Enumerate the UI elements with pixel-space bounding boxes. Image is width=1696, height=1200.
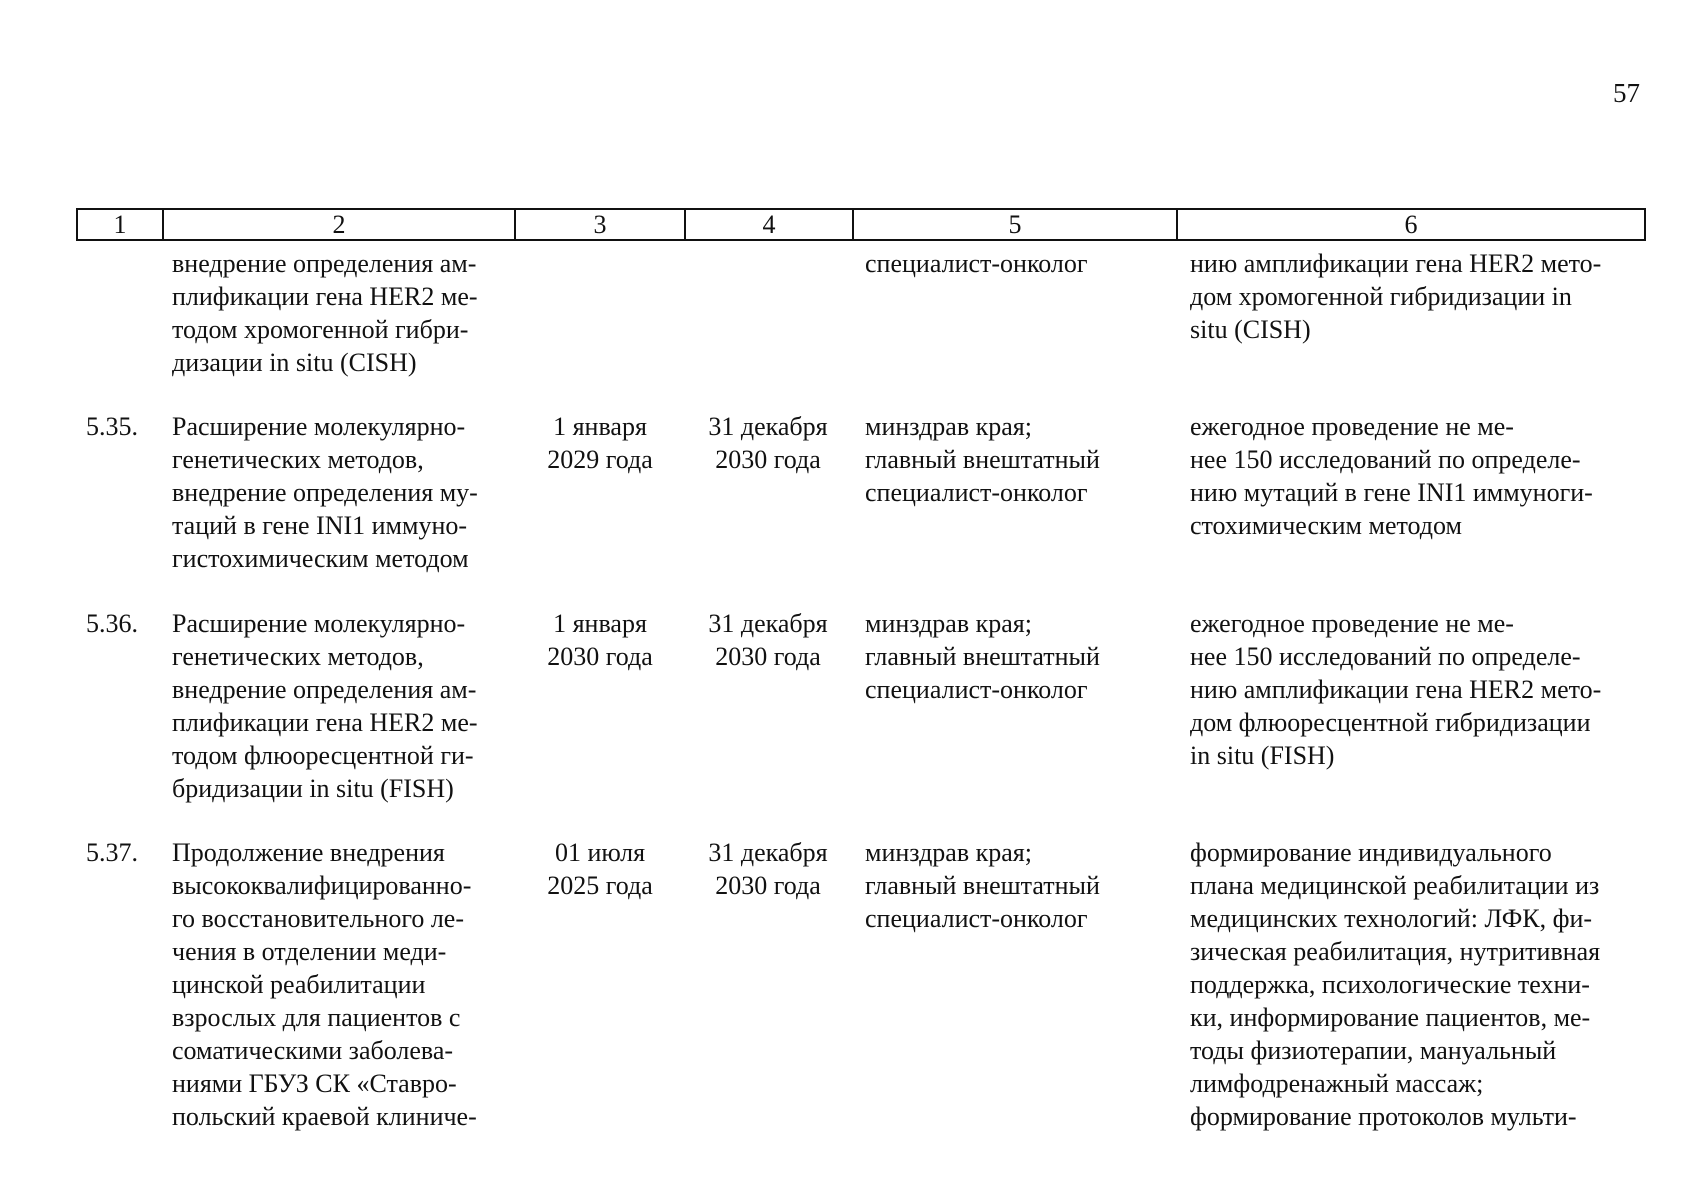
row-end-date: 31 декабря 2030 года [708,838,828,900]
row-number: 5.35. [86,412,138,441]
header-col-6: 6 [1404,210,1418,239]
header-col-4: 4 [686,210,854,239]
row-result: формирование индивидуального плана медицинской реабилитации из медицинских технологий: ЛФК, фи- зическая реабилитация, нутритивная поддержка, психологические техни- ки, информирование пациентов, ме- тоды физиотерапии, мануальный лимфодренажный массаж; формирование протоколов мульти- [1190,838,1601,1131]
continuation-result: нию амплификации гена HER2 мето- дом хромогенной гибридизации in situ (CISH) [1190,249,1602,344]
row-end-date: 31 декабря 2030 года [708,412,828,474]
continuation-responsible: специалист-онколог [865,249,1088,278]
header-col-1: 1 [78,210,164,239]
row-number: 5.36. [86,609,138,638]
row-start-date: 1 января 2029 года [547,412,653,474]
row-responsible: минздрав края; главный внештатный специалист-онколог [865,838,1100,933]
row-description: Расширение молекулярно- генетических методов, внедрение определения му- таций в гене INI1 иммуно- гистохимическим методом [172,412,478,573]
row-responsible: минздрав края; главный внештатный специалист-онколог [865,412,1100,507]
header-col-5: 5 [854,210,1178,239]
row-end-date: 31 декабря 2030 года [708,609,828,671]
header-col-2: 2 [164,210,516,239]
row-start-date: 1 января 2030 года [547,609,653,671]
row-start-date: 01 июля 2025 года [547,838,653,900]
continuation-description: внедрение определения ам- плификации гена HER2 ме- тодом хромогенной гибри- дизации in situ (CISH) [172,249,478,377]
row-result: ежегодное проведение не ме- нее 150 исследований по определе- нию амплификации гена HER2 мето- дом флюоресцентной гибридизации in situ (FISH) [1190,609,1602,770]
row-responsible: минздрав края; главный внештатный специалист-онколог [865,609,1100,704]
row-description: Расширение молекулярно- генетических методов, внедрение определения ам- плификации гена HER2 ме- тодом флюоресцентной ги- бридизации in situ (FISH) [172,609,478,803]
table-header [76,208,1646,241]
row-result: ежегодное проведение не ме- нее 150 исследований по определе- нию мутаций в гене INI1 иммуноги- стохимическим методом [1190,412,1593,540]
page-number: 57 [1613,78,1640,108]
row-number: 5.37. [86,838,138,867]
row-description: Продолжение внедрения высококвалифицированно- го восстановительного ле- чения в отделении меди- цинской реабилитации взрослых для пациентов с соматическими заболева- ниями ГБУЗ СК «Ставро- польский краевой клиниче- [172,838,477,1131]
header-col-3: 3 [516,210,686,239]
